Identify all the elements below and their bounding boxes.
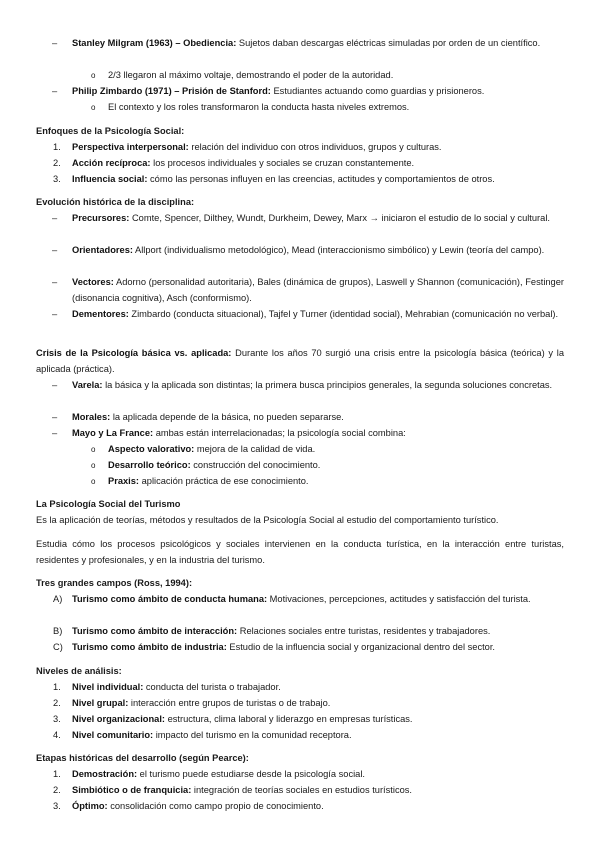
list-item: – Morales: la aplicada depende de la básica, no pueden separarse. (52, 412, 344, 422)
list-item: – Dementores: Zimbardo (conducta situacional), Tajfel y Turner (identidad social), Mehrabian (comunicación no verbal). (52, 309, 559, 319)
list-item: – Mayo y La France: ambas están interrelacionadas; la psicología social combina: (52, 428, 406, 438)
section-heading-enfoques: Enfoques de la Psicología Social: (36, 126, 185, 136)
list-item: C) Turismo como ámbito de industria: Estudio de la influencia social y organizacional dentro del sector. (53, 642, 496, 652)
list-item: – Precursores: Comte, Spencer, Dilthey, Wundt, Durkheim, Dewey, Marx → iniciaron el estudio de lo social y cultural. (52, 213, 550, 223)
list-item: – Vectores: Adorno (personalidad autoritaria), Bales (dinámica de grupos), Laswell y Shannon (comunicación), Festinger (disonancia cognitiva), Asch (conformismo). (52, 277, 564, 303)
list-item: 2. Nivel grupal: interacción entre grupos de turistas o de trabajo. (53, 698, 331, 708)
list-item: 1. Nivel individual: conducta del turista o trabajador. (53, 682, 281, 692)
zimbardo-text: Estudiantes actuando como guardias y prisioneros. (270, 86, 485, 96)
section-heading-campos: Tres grandes campos (Ross, 1994): (36, 578, 193, 588)
list-item: – Orientadores: Allport (individualismo metodológico), Mead (interaccionismo simbólico) y Lewin (teoría del campo). (52, 245, 545, 255)
turismo-paragraph-1: Es la aplicación de teorías, métodos y resultados de la Psicología Social al estudio del comportamiento turístico. (36, 515, 499, 525)
list-item: A) Turismo como ámbito de conducta humana: Motivaciones, percepciones, actitudes y satisfacción del turista. (53, 594, 531, 604)
section-heading-turismo: La Psicología Social del Turismo (36, 499, 181, 509)
milgram-term: Stanley Milgram (1963) – Obediencia: (72, 38, 237, 48)
list-item: 1. Perspectiva interpersonal: relación del individuo con otros individuos, grupos y culturas. (53, 142, 442, 152)
milgram-sub-text: 2/3 llegaron al máximo voltaje, demostrando el poder de la autoridad. (108, 70, 394, 80)
circle-marker: o (91, 103, 96, 112)
list-item: B) Turismo como ámbito de interacción: Relaciones sociales entre turistas, residentes y trabajadores. (53, 626, 491, 636)
list-item: 3. Óptimo: consolidación como campo propio de conocimiento. (53, 801, 324, 811)
list-item: 4. Nivel comunitario: impacto del turismo en la comunidad receptora. (53, 730, 352, 740)
list-item-zimbardo (0, 84, 600, 100)
sub-item: o Praxis: aplicación práctica de ese conocimiento. (91, 476, 309, 486)
sub-item: o Desarrollo teórico: construcción del conocimiento. (91, 460, 321, 470)
milgram-text: Sujetos daban descargas eléctricas simuladas por orden de un científico. (236, 38, 541, 48)
sub-item: o Aspecto valorativo: mejora de la calidad de vida. (91, 444, 316, 454)
circle-marker: o (91, 71, 96, 80)
list-item: 3. Influencia social: cómo las personas influyen en las creencias, actitudes y comportamientos de otros. (53, 174, 495, 184)
list-item: – Varela: la básica y la aplicada son distintas; la primera busca principios generales, la segunda soluciones concretas. (52, 380, 553, 390)
list-item: 1. Demostración: el turismo puede estudiarse desde la psicología social. (53, 769, 365, 779)
crisis-title: Crisis de la Psicología básica vs. aplicada: (36, 348, 232, 358)
section-heading-evolucion: Evolución histórica de la disciplina: (36, 197, 195, 207)
zimbardo-term: Philip Zimbardo (1971) – Prisión de Stanford: (72, 86, 271, 96)
section-heading-niveles: Niveles de análisis: (36, 666, 122, 676)
zimbardo-sub-text: El contexto y los roles transformaron la conducta hasta niveles extremos. (108, 102, 410, 112)
crisis-paragraph: Crisis de la Psicología básica vs. aplicada: Durante los años 70 surgió una crisis entre la psicología básica (teórica) y la aplicada (práctica). (36, 348, 564, 374)
dash-marker: – (52, 38, 58, 48)
turismo-paragraph-2: Estudia cómo los procesos psicológicos y sociales intervienen en la conducta turística, en la interacción entre turistas, residentes y profesionales, y en la industria del turismo. (36, 539, 564, 565)
sub-item-milgram (0, 68, 600, 84)
list-item: 3. Nivel organizacional: estructura, clima laboral y liderazgo en empresas turísticas. (53, 714, 413, 724)
list-item: 2. Simbiótico o de franquicia: integración de teorías sociales en estudios turísticos. (53, 785, 412, 795)
sub-item-zimbardo (0, 100, 600, 116)
section-heading-etapas: Etapas históricas del desarrollo (según Pearce): (36, 753, 249, 763)
dash-marker: – (52, 86, 58, 96)
list-item-milgram (0, 36, 600, 52)
list-item: 2. Acción recíproca: los procesos individuales y sociales se cruzan constantemente. (53, 158, 415, 168)
